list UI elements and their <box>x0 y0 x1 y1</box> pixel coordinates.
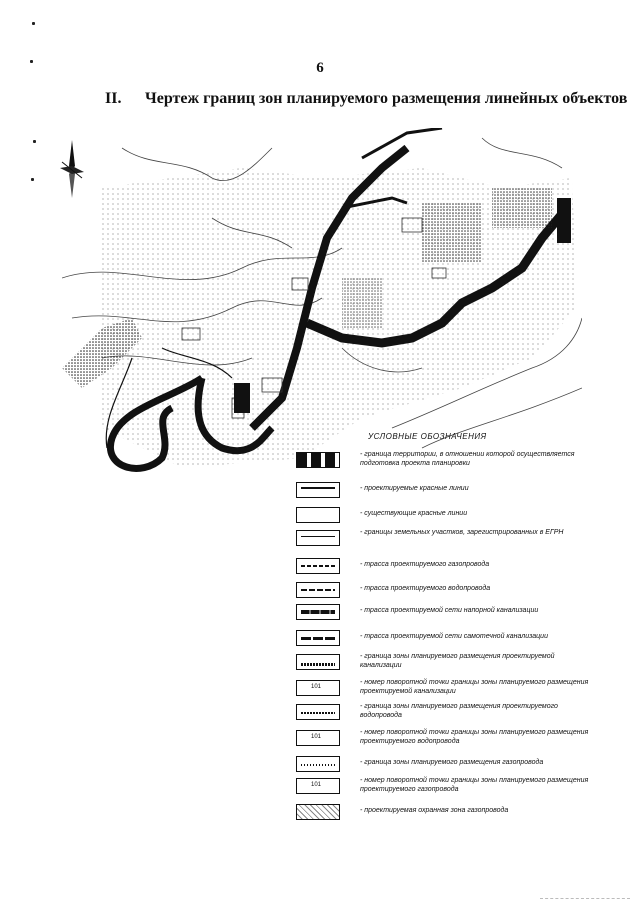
margin-mark <box>33 140 36 143</box>
legend-item <box>296 602 596 626</box>
legend-symbol-water-zone <box>296 704 340 720</box>
point-number: 101 <box>311 782 322 788</box>
legend-text: - проектируемые красные линии <box>360 485 469 492</box>
margin-mark <box>32 22 35 25</box>
legend-text: - граница территории, в отношении которой осуществляется подготовка проекта планировки <box>360 451 575 467</box>
legend-text: - номер поворотной точки границы зоны планируемого размещения проектируемой канализации <box>360 679 589 695</box>
section-title <box>105 90 627 108</box>
legend-symbol-sewer-zone <box>296 654 340 670</box>
legend-item <box>296 702 596 726</box>
legend-symbol-existing-red-lines <box>296 507 340 523</box>
legend-item <box>296 480 596 504</box>
planning-map <box>62 128 582 488</box>
legend-text: - граница зоны планируемого размещения проектируемой канализации <box>360 653 555 669</box>
legend-item <box>296 505 596 529</box>
page-number: 6 <box>316 60 324 76</box>
legend-symbol-gas-route <box>296 558 340 574</box>
legend-symbol-gas-protection-zone <box>296 804 340 820</box>
legend-symbol-pressure-sewer <box>296 604 340 620</box>
legend-symbol-gravity-sewer <box>296 630 340 646</box>
section-title-text: Чертеж границ зон планируемого размещения линейных объектов <box>145 90 628 107</box>
margin-mark <box>31 178 34 181</box>
legend-symbol-sewer-point <box>296 680 340 696</box>
page-edge-line <box>540 898 630 899</box>
legend-text: - номер поворотной точки границы зоны планируемого размещения проектируемого газопровода <box>360 777 589 793</box>
legend-text: - граница зоны планируемого размещения газопровода <box>360 759 544 766</box>
legend-symbol-land-plots <box>296 530 340 546</box>
legend-symbol-gas-point <box>296 778 340 794</box>
legend-text: - трасса проектируемого водопровода <box>360 585 491 592</box>
legend-item <box>296 678 596 702</box>
legend-text: - существующие красные линии <box>360 510 468 517</box>
legend-symbol-gas-zone <box>296 756 340 772</box>
section-number: II. <box>105 90 122 107</box>
legend-text: - граница зоны планируемого размещения проектируемого водопровода <box>360 703 558 719</box>
point-number: 101 <box>311 734 322 740</box>
legend-item <box>296 776 596 800</box>
legend-item <box>296 728 596 752</box>
legend-item <box>296 652 596 676</box>
legend-item <box>296 628 596 652</box>
legend-item <box>296 580 596 604</box>
legend-text: - проектируемая охранная зона газопровода <box>360 807 509 814</box>
legend-item <box>296 528 596 552</box>
legend-item <box>296 556 596 580</box>
legend-text: - трасса проектируемой сети напорной канализации <box>360 607 539 614</box>
legend-symbol-water-route <box>296 582 340 598</box>
legend-title: УСЛОВНЫЕ ОБОЗНАЧЕНИЯ <box>368 432 487 441</box>
legend-item <box>296 450 596 474</box>
legend-symbol-water-point <box>296 730 340 746</box>
legend-item <box>296 754 596 778</box>
legend-text: - номер поворотной точки границы зоны планируемого размещения проектируемого водопровода <box>360 729 589 745</box>
point-number: 101 <box>311 684 322 690</box>
legend-symbol-territory <box>296 452 340 468</box>
legend-text: - трасса проектируемого газопровода <box>360 561 490 568</box>
legend-text: - границы земельных участков, зарегистрированных в ЕГРН <box>360 529 564 536</box>
legend-symbol-red-lines <box>296 482 340 498</box>
legend-item <box>296 802 596 826</box>
legend-text: - трасса проектируемой сети самотечной канализации <box>360 633 548 640</box>
